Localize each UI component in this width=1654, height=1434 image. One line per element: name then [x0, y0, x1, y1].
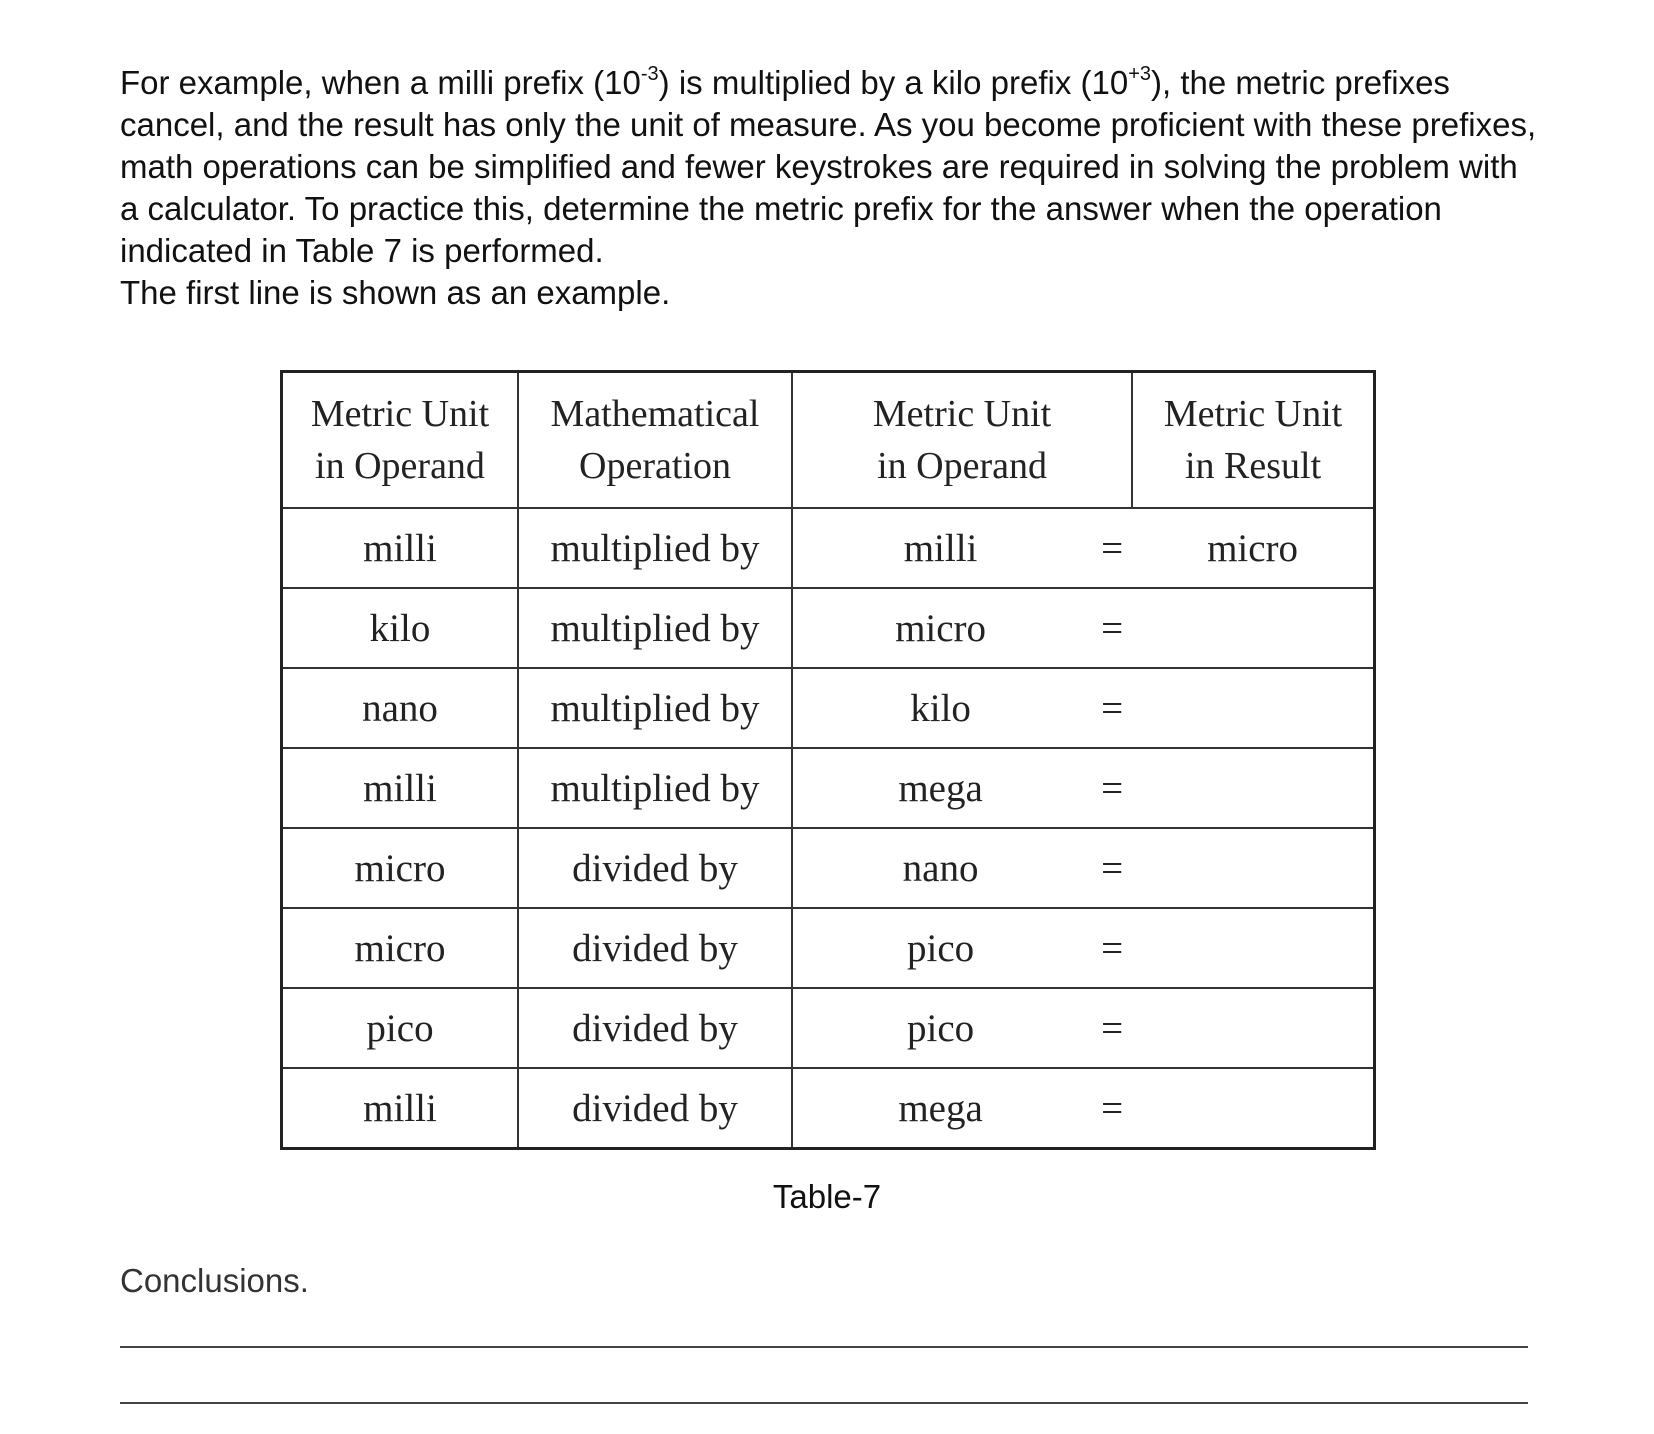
cell-operation: multiplied by — [518, 748, 792, 828]
exponent-milli: -3 — [640, 63, 659, 85]
metric-prefix-table — [280, 370, 1376, 1150]
cell-operand-1: micro — [282, 908, 519, 988]
cell-operand-2: milli — [792, 508, 1092, 588]
equals-sign: = — [1092, 508, 1132, 588]
intro-paragraph — [120, 62, 1540, 272]
cell-operand-1: milli — [282, 508, 519, 588]
cell-operand-2: mega — [792, 1068, 1092, 1149]
cell-operation: divided by — [518, 1068, 792, 1149]
intro-part-1: For example, when a milli prefix (10 — [120, 64, 641, 101]
table-header-row — [282, 372, 1375, 509]
cell-operand-1: nano — [282, 668, 519, 748]
cell-operand-1: milli — [282, 748, 519, 828]
cell-operation: divided by — [518, 988, 792, 1068]
cell-operation: divided by — [518, 828, 792, 908]
equals-sign: = — [1092, 1068, 1132, 1149]
table-row — [282, 988, 1375, 1068]
cell-operation: divided by — [518, 908, 792, 988]
table-row — [282, 508, 1375, 588]
header-result: Metric Unit in Result — [1132, 372, 1374, 509]
header-operand-2: Metric Unit in Operand — [792, 372, 1132, 509]
cell-operand-1: kilo — [282, 588, 519, 668]
cell-operand-1: pico — [282, 988, 519, 1068]
cell-result[interactable] — [1132, 748, 1374, 828]
cell-result[interactable] — [1132, 668, 1374, 748]
cell-operand-2: mega — [792, 748, 1092, 828]
intro-part-2: ) is multiplied by a kilo prefix (10 — [658, 64, 1129, 101]
cell-result[interactable] — [1132, 1068, 1374, 1149]
cell-operation: multiplied by — [518, 668, 792, 748]
cell-operand-1: micro — [282, 828, 519, 908]
cell-operand-1: milli — [282, 1068, 519, 1149]
cell-result[interactable] — [1132, 588, 1374, 668]
equals-sign: = — [1092, 668, 1132, 748]
table-row — [282, 748, 1375, 828]
cell-operation: multiplied by — [518, 588, 792, 668]
cell-operand-2: kilo — [792, 668, 1092, 748]
equals-sign: = — [1092, 588, 1132, 668]
exponent-kilo: +3 — [1128, 63, 1151, 85]
cell-operand-2: micro — [792, 588, 1092, 668]
equals-sign: = — [1092, 828, 1132, 908]
table-row — [282, 908, 1375, 988]
table-caption: Table-7 — [772, 1178, 882, 1215]
answer-line-2[interactable] — [120, 1402, 1528, 1404]
intro-text — [120, 62, 1540, 314]
intro-example-note: The first line is shown as an example. — [120, 274, 671, 311]
cell-operand-2: pico — [792, 908, 1092, 988]
equals-sign: = — [1092, 748, 1132, 828]
cell-operand-2: pico — [792, 988, 1092, 1068]
cell-operand-2: nano — [792, 828, 1092, 908]
cell-result[interactable]: micro — [1132, 508, 1374, 588]
table-row — [282, 1068, 1375, 1149]
cell-result[interactable] — [1132, 988, 1374, 1068]
cell-result[interactable] — [1132, 908, 1374, 988]
table-row — [282, 828, 1375, 908]
table-row — [282, 668, 1375, 748]
equals-sign: = — [1092, 988, 1132, 1068]
equals-sign: = — [1092, 908, 1132, 988]
header-operand-1: Metric Unit in Operand — [282, 372, 519, 509]
header-operation: Mathematical Operation — [518, 372, 792, 509]
cell-operation: multiplied by — [518, 508, 792, 588]
table-row — [282, 588, 1375, 668]
conclusions-label: Conclusions. — [120, 1262, 309, 1299]
answer-line-1[interactable] — [120, 1346, 1528, 1348]
cell-result[interactable] — [1132, 828, 1374, 908]
intro-part-3: ), the metric prefixes cancel, and the result has only the unit of measure. As you become proficient with these prefixes, math operations can be simplified and fewer keystrokes are required in solving the problem with a calculator. To practice this, determine the metric prefix for the answer when the operation indicated in Table 7 is performed. — [120, 64, 1537, 269]
